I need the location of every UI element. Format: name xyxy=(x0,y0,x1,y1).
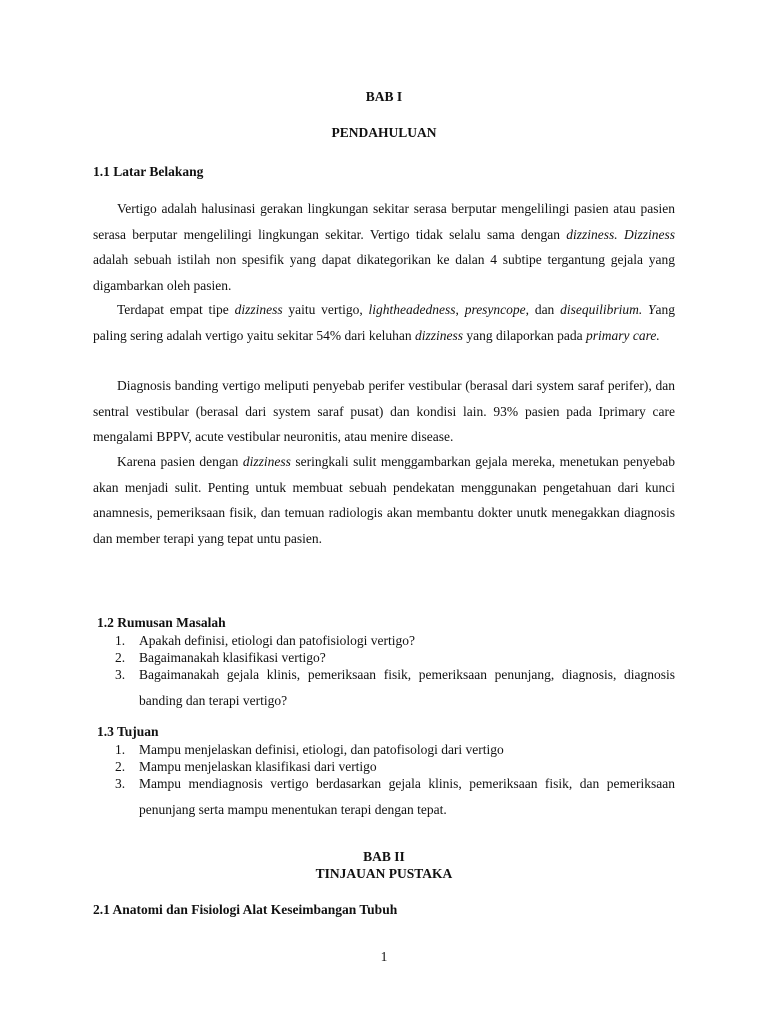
rumusan-masalah-list xyxy=(93,632,675,713)
paragraph-1: Vertigo adalah halusinasi gerakan lingkungan sekitar serasa berputar mengelilingi pasien atau pasien serasa berputar mengelilingi lingkungan sekitar. Vertigo tidak selalu sama dengan dizziness. Dizziness adalah sebuah istilah non spesifik yang dapat dikategorikan ke dalan 4 subtipe tergantung gejala yang digambarkan oleh pasien. xyxy=(93,201,675,293)
list-item: 2. Mampu menjelaskan klasifikasi dari vertigo xyxy=(115,759,377,774)
section-heading-latar-belakang: 1.1 Latar Belakang xyxy=(93,164,204,179)
list-item: 2. Bagaimanakah klasifikasi vertigo? xyxy=(115,650,326,665)
tujuan-list xyxy=(93,741,675,822)
paragraph-4: Karena pasien dengan dizziness seringkali sulit menggambarkan gejala mereka, menetukan penyebab akan menjadi sulit. Penting untuk membuat sebuah pendekatan menggunakan pengetahuan dari kunci anamnesis, pemeriksaan fisik, dan temuan radiologis akan membantu dokter unutk menegakkan diagnosis dan member terapi yang tepat untu pasien. xyxy=(93,454,675,546)
list-item: 3. Bagaimanakah gejala klinis, pemeriksaan fisik, pemeriksaan penunjang, diagnosis, diagnosis banding dan terapi vertigo? xyxy=(115,667,675,708)
list-item: 1. Apakah definisi, etiologi dan patofisiologi vertigo? xyxy=(115,633,415,648)
section-heading-rumusan-masalah: 1.2 Rumusan Masalah xyxy=(97,615,226,630)
paragraph-3: Diagnosis banding vertigo meliputi penyebab perifer vestibular (berasal dari system saraf perifer), dan sentral vestibular (berasal dari system saraf pusat) dan kondisi lain. 93% pasien pada Iprimary care mengalami BPPV, acute vestibular neuronitis, atau menire disease. xyxy=(93,378,675,444)
chapter2-title: TINJAUAN PUSTAKA xyxy=(315,866,453,881)
section-heading-anatomi: 2.1 Anatomi dan Fisiologi Alat Keseimbangan Tubuh xyxy=(93,902,398,917)
chapter2-label: BAB II xyxy=(363,849,405,864)
paragraph-2: Terdapat empat tipe dizziness yaitu vertigo, lightheadedness, presyncope, dan disequilibrium. Yang paling sering adalah vertigo yaitu sekitar 54% dari keluhan dizziness yang dilaporkan pada primary care. xyxy=(93,302,676,343)
list-item: 1. Mampu menjelaskan definisi, etiologi, dan patofisologi dari vertigo xyxy=(115,742,504,757)
chapter-label: BAB I xyxy=(365,89,403,104)
section-heading-tujuan: 1.3 Tujuan xyxy=(97,724,159,739)
list-item: 3. Mampu mendiagnosis vertigo berdasarkan gejala klinis, pemeriksaan fisik, dan pemeriksaan penunjang serta mampu menentukan terapi dengan tepat. xyxy=(115,776,675,817)
page-number: 1 xyxy=(380,949,388,964)
chapter-title: PENDAHULUAN xyxy=(331,125,437,140)
